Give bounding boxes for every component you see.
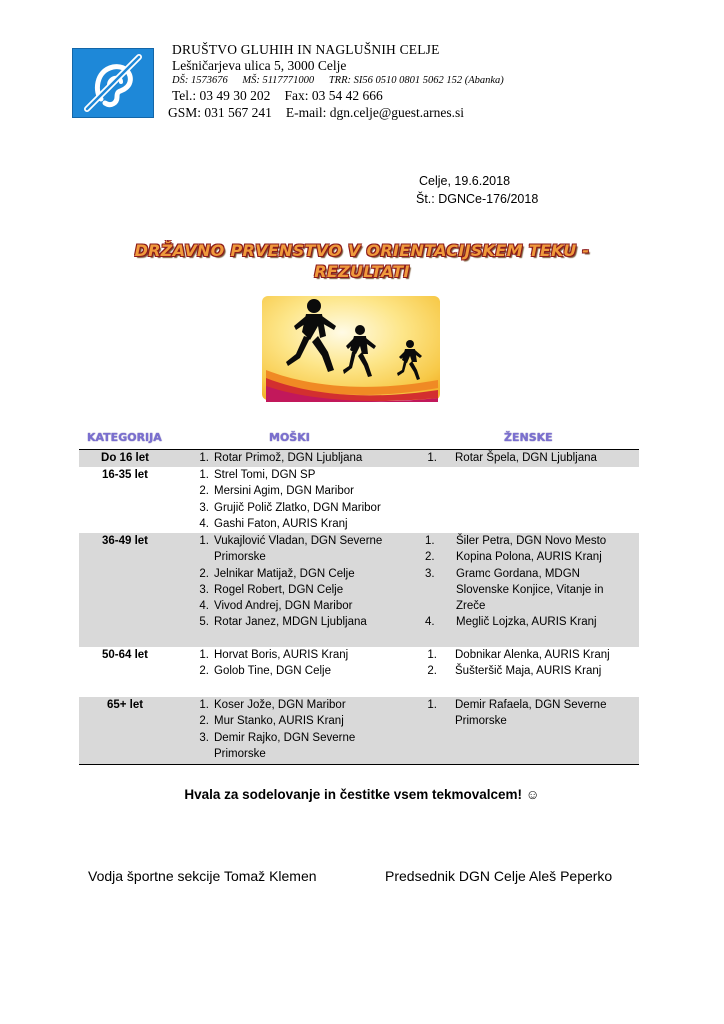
rank: 3. [199,501,209,514]
rank: 1. [199,699,209,711]
result-entry [423,549,633,565]
org-address: Lešničarjeva ulica 5, 3000 Celje [172,58,347,73]
result-entry [189,483,399,499]
result-entry [189,467,399,483]
result-entry [189,500,399,516]
rank: 1. [427,452,437,464]
rank: 3. [425,567,435,580]
rank: 2. [425,551,435,564]
rank: 2. [199,665,209,678]
rank: 3. [199,731,209,744]
men-results [189,450,399,466]
rank: 1. [199,649,209,661]
competitor: Strel Tomi, DGN SP [214,469,316,481]
organization-info [168,42,516,122]
competitor: Šušteršič Maja, AURIS Kranj [455,665,602,678]
telephone: Tel.: 03 49 30 202 [172,88,271,103]
women-results [423,533,633,631]
result-entry [189,516,399,532]
women-results [423,450,633,466]
competitor: Kopina Polona, AURIS Kranj [456,551,602,564]
men-results [189,647,399,680]
category-label: Do 16 let [101,452,149,464]
rank: 4. [199,600,209,613]
rank: 2. [427,665,437,678]
result-entry [189,713,399,729]
header-women: ŽENSKE [504,431,553,444]
rank: 2. [199,567,209,580]
competitor: Gashi Faton, AURIS Kranj [214,517,348,530]
table-row [79,450,639,467]
rank: 5. [199,616,209,629]
results-table [79,428,639,765]
rank: 1. [199,469,209,481]
competitor: Vukajlović Vladan, DGN Severne Primorske [214,535,383,564]
document-reference: Št.: DGNCe-176/2018 [416,192,539,206]
men-results [189,697,399,762]
rank: 1. [425,535,435,547]
result-entry [423,566,606,615]
rank: 4. [199,517,209,530]
result-entry [423,647,633,663]
category-label: 50-64 let [101,649,149,661]
result-entry [189,663,399,679]
rank: 1. [427,699,437,711]
competitor: Dobnikar Alenka, AURIS Kranj [455,649,610,661]
document-meta [416,172,538,208]
rank: 2. [199,485,209,498]
competitor: Demir Rajko, DGN Severne Primorske [214,731,356,760]
document-title [80,240,644,282]
competitor: Jelnikar Matijaž, DGN Celje [214,567,355,580]
rank: 1. [199,535,209,547]
men-results [189,467,399,532]
signature-president: Predsednik DGN Celje Aleš Peperko [385,868,613,884]
result-entry [189,582,399,598]
result-entry [189,566,399,582]
competitor: Gramc Gordana, MDGN Slovenske Konjice, Vitanje in Zreče [456,567,604,613]
result-entry [189,697,399,713]
result-entry [189,450,399,466]
result-entry [423,614,633,630]
result-entry [423,697,635,730]
competitor: Meglič Lojzka, AURIS Kranj [456,616,597,629]
result-entry [189,598,399,614]
hearing-impaired-icon [72,48,154,118]
result-entry [189,533,399,566]
tax-number: DŠ: 1573676 [172,75,228,86]
title-line-1: DRŽAVNO PRVENSTVO V ORIENTACIJSKEM TEKU - [134,241,590,260]
signature-sports-section-lead: Vodja športne sekcije Tomaž Klemen [88,868,317,884]
men-results [189,533,399,631]
registration-number: MŠ: 5117771000 [242,75,315,86]
table-row [79,697,639,765]
title-line-2: REZULTATI [314,262,410,281]
competitor: Rotar Janez, MDGN Ljubljana [214,616,367,629]
category-label: 36-49 let [101,535,149,547]
competitor: Horvat Boris, AURIS Kranj [214,649,349,661]
result-entry [423,663,633,679]
table-row [79,467,639,533]
result-entry [423,533,633,549]
result-entry [189,647,399,663]
competitor: Rogel Robert, DGN Celje [214,583,344,596]
registration-numbers [172,74,516,88]
competitor: Šiler Petra, DGN Novo Mesto [456,535,607,547]
document-date: Celje, 19.6.2018 [419,174,511,188]
competitor: Vivod Andrej, DGN Maribor [214,600,353,613]
fax: Fax: 03 54 42 666 [284,88,383,103]
competitor: Demir Rafaela, DGN Severne Primorske [455,699,607,728]
email: E-mail: dgn.celje@guest.arnes.si [285,105,465,120]
rank: 2. [199,715,209,728]
competitor: Rotar Primož, DGN Ljubljana [214,452,363,464]
table-row [79,647,639,697]
result-entry [189,614,399,630]
table-row [79,533,639,647]
competitor: Mur Stanko, AURIS Kranj [214,715,344,728]
mobile: GSM: 031 567 241 [168,105,272,120]
category-label: 16-35 let [101,469,149,481]
result-entry [423,450,633,466]
rank: 1. [427,649,437,661]
competitor: Grujič Polič Zlatko, DGN Maribor [214,501,381,514]
thank-you-message: Hvala za sodelovanje in čestitke vsem tekmovalcem! ☺ [184,787,540,802]
mobile-line [168,104,516,122]
rank: 3. [199,583,209,596]
women-results [423,697,633,730]
org-name: DRUŠTVO GLUHIH IN NAGLUŠNIH CELJE [172,42,440,57]
header-category: KATEGORIJA [87,431,162,444]
category-label: 65+ let [106,699,144,711]
table-header [79,428,639,450]
runners-illustration [262,292,440,404]
phone-line [172,88,516,104]
result-entry [189,730,374,763]
rank: 4. [425,616,435,629]
rank: 1. [199,452,209,464]
women-results [423,647,633,680]
letterhead [72,42,632,126]
header-men: MOŠKI [269,431,310,444]
competitor: Koser Jože, DGN Maribor [214,699,346,711]
competitor: Mersini Agim, DGN Maribor [214,485,354,498]
competitor: Golob Tine, DGN Celje [214,665,331,678]
bank-account: TRR: SI56 0510 0801 5062 152 (Abanka) [328,75,504,86]
competitor: Rotar Špela, DGN Ljubljana [455,452,597,464]
